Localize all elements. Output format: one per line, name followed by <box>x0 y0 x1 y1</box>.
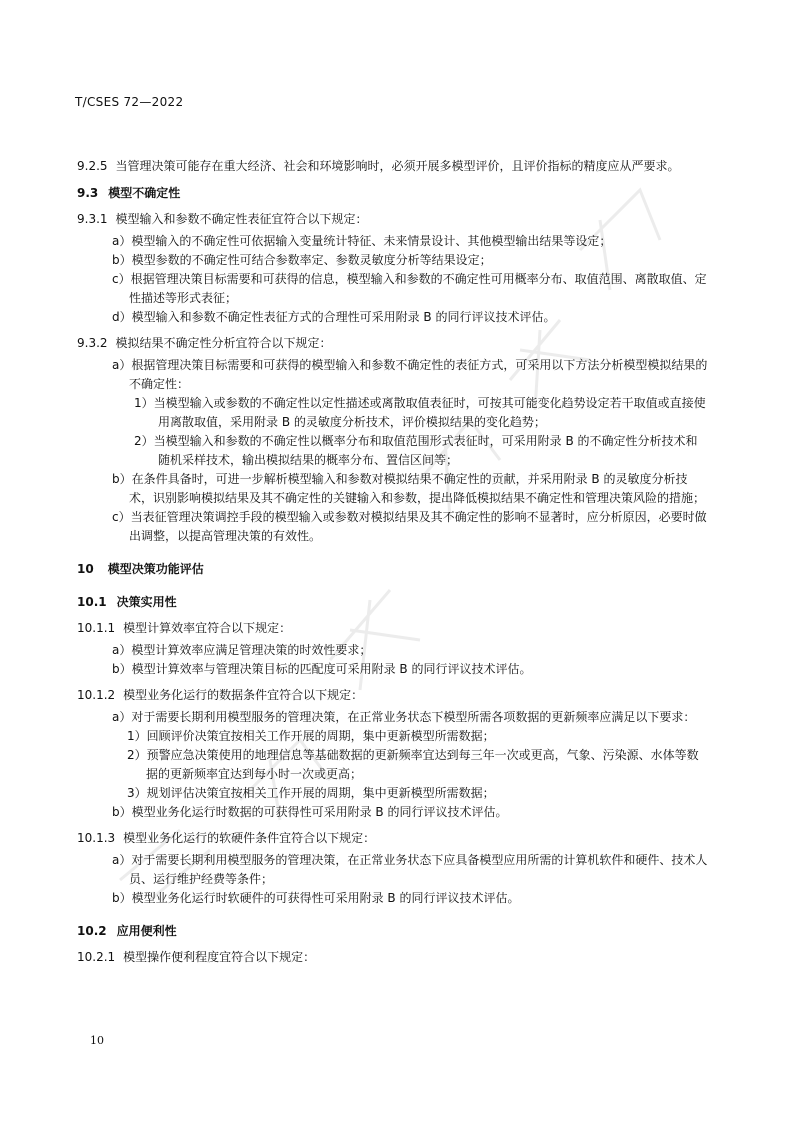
clause-10-1-2 <box>77 686 709 705</box>
heading-10-1 <box>77 593 709 612</box>
clause-text: 当管理决策可能存在重大经济、社会和环境影响时，必须开展多模型评价，且评价指标的精度应从严要求。 <box>115 159 680 173</box>
list-item: b）模型计算效率与管理决策目标的匹配度可采用附录 B 的同行评议技术评估。 <box>112 662 532 676</box>
clause-9-3-1 <box>77 210 709 229</box>
heading-title: 决策实用性 <box>116 595 177 609</box>
document-body <box>77 157 709 967</box>
list-item: b）模型参数的不确定性可结合参数率定、参数灵敏度分析等结果设定； <box>112 253 492 267</box>
heading-title: 模型不确定性 <box>108 186 181 200</box>
list-item: c）当表征管理决策调控手段的模型输入或参数对模拟结果及其不确定性的影响不显著时，应分析原因，必要时做出调整，以提高管理决策的有效性。 <box>112 510 707 543</box>
document-code: T/CSES 72—2022 <box>75 95 184 109</box>
clause-text: 模型操作便利程度宜符合以下规定： <box>123 950 316 964</box>
list-item: a）模型计算效率应满足管理决策的时效性要求； <box>112 643 372 657</box>
clause-number: 10.2.1 <box>77 950 116 964</box>
heading-number: 10.2 <box>77 924 107 938</box>
clause-number: 9.3.2 <box>77 336 108 350</box>
heading-number: 9.3 <box>77 186 99 200</box>
list-item: b）模型业务化运行时数据的可获得性可采用附录 B 的同行评议技术评估。 <box>112 805 508 819</box>
heading-10-2 <box>77 922 709 941</box>
list-9-3-2 <box>77 356 709 546</box>
heading-10 <box>77 560 709 579</box>
sub-list-item: 2）预警应急决策使用的地理信息等基础数据的更新频率宜达到每三年一次或更高，气象、污染源、水体等数据的更新频率宜达到每小时一次或更高； <box>127 748 699 781</box>
list-item: a）根据管理决策目标需要和可获得的模型输入和参数不确定性的表征方式，可采用以下方法分析模型模拟结果的不确定性： <box>112 358 708 391</box>
list-10-1-1 <box>77 641 709 679</box>
clause-10-2-1 <box>77 948 709 967</box>
clause-text: 模型计算效率宜符合以下规定： <box>123 621 292 635</box>
clause-10-1-1 <box>77 619 709 638</box>
clause-number: 10.1.3 <box>77 831 116 845</box>
clause-text: 模型业务化运行的软硬件条件宜符合以下规定： <box>123 831 376 845</box>
list-9-3-1 <box>77 232 709 327</box>
list-item: a）模型输入的不确定性可依据输入变量统计特征、未来情景设计、其他模型输出结果等设定； <box>112 234 612 248</box>
heading-number: 10.1 <box>77 595 107 609</box>
sub-list-item: 3）规划评估决策宜按相关工作开展的周期，集中更新模型所需数据； <box>127 786 495 800</box>
clause-number: 10.1.1 <box>77 621 116 635</box>
list-item: b）模型业务化运行时软硬件的可获得性可采用附录 B 的同行评议技术评估。 <box>112 891 520 905</box>
list-item: c）根据管理决策目标需要和可获得的信息，模型输入和参数的不确定性可用概率分布、取值范围、离散取值、定性描述等形式表征； <box>112 272 707 305</box>
sub-list-item: 1）回顾评价决策宜按相关工作开展的周期，集中更新模型所需数据； <box>127 729 495 743</box>
clause-9-3-2 <box>77 334 709 353</box>
list-item: a）对于需要长期利用模型服务的管理决策，在正常业务状态下应具备模型应用所需的计算机软件和硬件、技术人员、运行维护经费等条件； <box>112 853 708 886</box>
heading-title: 应用便利性 <box>116 924 177 938</box>
clause-10-1-3 <box>77 829 709 848</box>
heading-title: 模型决策功能评估 <box>107 562 204 576</box>
clause-text: 模型业务化运行的数据条件宜符合以下规定： <box>123 688 364 702</box>
clause-text: 模拟结果不确定性分析宜符合以下规定： <box>115 336 332 350</box>
page-number: 10 <box>90 1034 104 1047</box>
list-item: d）模型输入和参数不确定性表征方式的合理性可采用附录 B 的同行评议技术评估。 <box>112 310 556 324</box>
list-item: a）对于需要长期利用模型服务的管理决策，在正常业务状态下模型所需各项数据的更新频率应满足以下要求： <box>112 710 696 724</box>
list-item: b）在条件具备时，可进一步解析模型输入和参数对模拟结果不确定性的贡献，并采用附录 B 的灵敏度分析技术，识别影响模拟结果及其不确定性的关键输入和参数，提出降低模拟结果不确定性和管理决策风险的措施； <box>112 472 706 505</box>
sub-list-item: 1）当模型输入或参数的不确定性以定性描述或离散取值表征时，可按其可能变化趋势设定若干取值或直接使用离散取值，采用附录 B 的灵敏度分析技术，评价模拟结果的变化趋势； <box>134 396 706 429</box>
clause-number: 10.1.2 <box>77 688 116 702</box>
clause-number: 9.3.1 <box>77 212 108 226</box>
clause-9-2-5 <box>77 157 709 176</box>
list-10-1-2 <box>77 708 709 822</box>
heading-9-3 <box>77 184 709 203</box>
clause-number: 9.2.5 <box>77 159 108 173</box>
clause-text: 模型输入和参数不确定性表征宜符合以下规定： <box>115 212 368 226</box>
sub-list-item: 2）当模型输入和参数的不确定性以概率分布和取值范围形式表征时，可采用附录 B 的不确定性分析技术和随机采样技术，输出模拟结果的概率分布、置信区间等； <box>134 434 698 467</box>
heading-number: 10 <box>77 562 94 576</box>
list-10-1-3 <box>77 851 709 908</box>
